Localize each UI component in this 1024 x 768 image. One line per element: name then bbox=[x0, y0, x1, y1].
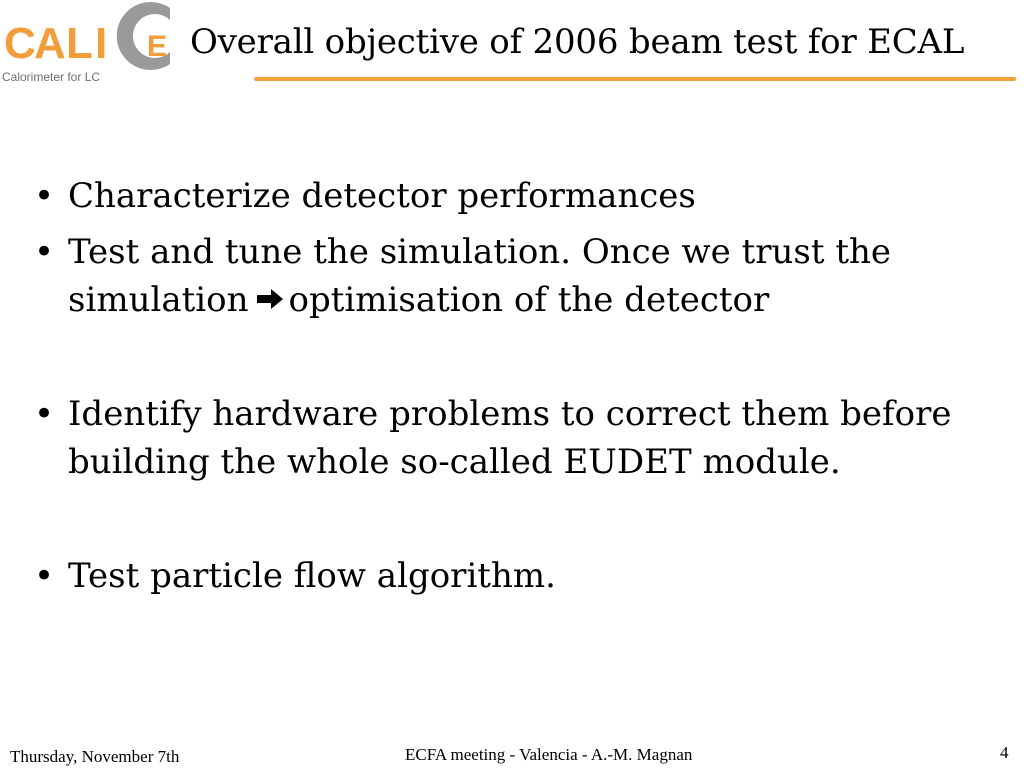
bullet-dot: • bbox=[33, 232, 55, 272]
logo-letter-c1: C bbox=[4, 19, 36, 68]
bullet-item-simulation bbox=[30, 228, 1000, 324]
right-arrow-icon bbox=[255, 287, 285, 311]
bullet-text-line1: Identify hardware problems to correct them before bbox=[68, 394, 952, 434]
logo-letter-a: A bbox=[34, 19, 66, 68]
bullet-item-hardware bbox=[30, 390, 1000, 486]
logo-letter-e: E bbox=[147, 30, 168, 63]
footer-date: Thursday, November 7th bbox=[10, 747, 180, 766]
bullet-dot: • bbox=[33, 176, 55, 216]
logo-subtitle: Calorimeter for LC bbox=[2, 70, 101, 84]
bullet-text-line2-before: simulation bbox=[68, 280, 249, 320]
bullet-text: Characterize detector performances bbox=[68, 176, 696, 216]
bullet-item-particle-flow bbox=[30, 552, 1000, 600]
bullet-text: Test particle flow algorithm. bbox=[68, 556, 556, 596]
bullet-dot: • bbox=[33, 556, 55, 596]
bullet-item-characterize bbox=[30, 172, 1000, 220]
logo-letter-i: I bbox=[95, 19, 108, 68]
title-underline bbox=[254, 77, 1016, 81]
logo-letter-l: L bbox=[66, 19, 93, 68]
footer-meeting: ECFA meeting - Valencia - A.-M. Magnan bbox=[405, 745, 693, 764]
bullet-list bbox=[30, 172, 1000, 600]
page-number: 4 bbox=[1000, 743, 1009, 762]
bullet-dot: • bbox=[33, 394, 55, 434]
bullet-text-line1: Test and tune the simulation. Once we trust the bbox=[68, 232, 892, 272]
bullet-text-line2-after: optimisation of the detector bbox=[288, 280, 770, 320]
slide-title: Overall objective of 2006 beam test for ECAL bbox=[190, 22, 965, 62]
calice-logo bbox=[0, 0, 176, 92]
calice-logo-mark bbox=[0, 0, 176, 72]
bullet-text-line2: building the whole so-called EUDET module. bbox=[68, 442, 841, 482]
